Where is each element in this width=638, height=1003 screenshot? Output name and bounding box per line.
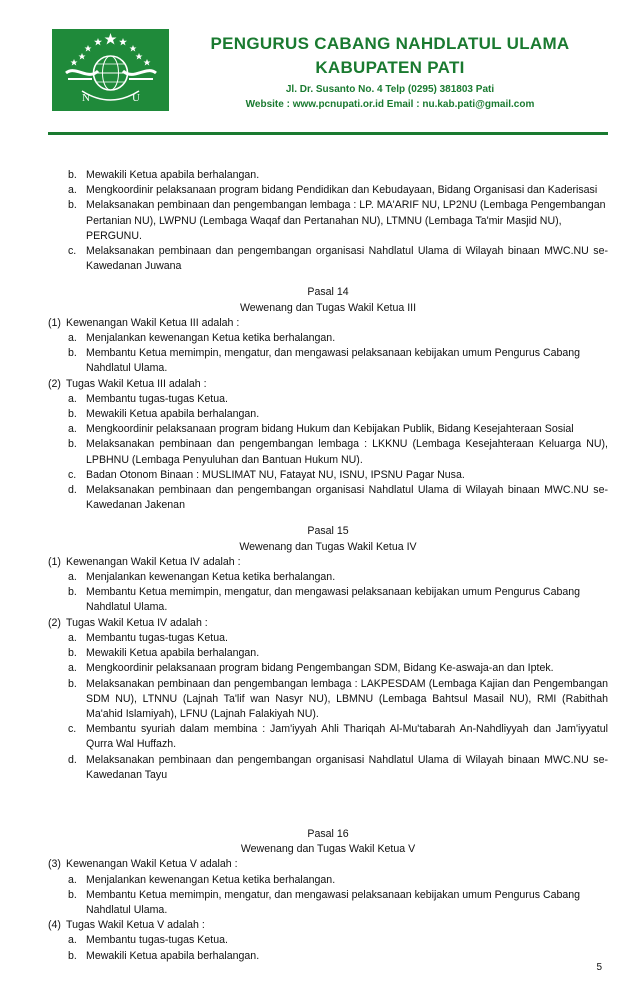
- org-address: Jl. Dr. Susanto No. 4 Telp (0295) 381803 Pati: [285, 84, 495, 95]
- section-list: [48, 631, 608, 783]
- document-body: [48, 168, 608, 964]
- list-item: b. Membantu Ketua memimpin, mengatur, dan mengawasi pelaksanaan kebijakan umum Pengurus Cabang Nahdlatul Ulama.: [68, 888, 581, 916]
- list-item: a. Mengkoordinir pelaksanaan program bidang Pengembangan SDM, Bidang Ke-aswaja-an dan Iptek.: [68, 662, 554, 675]
- list-item: d. Melaksanakan pembinaan dan pengembangan organisasi Nahdlatul Ulama di Wilayah binaan MWC.NU se-Kawedanan Tayu: [68, 753, 608, 781]
- list-item: a. Mengkoordinir pelaksanaan program bidang Hukum dan Kebijakan Publik, Bidang Kesejahteraan Sosial: [68, 423, 574, 436]
- list-item: c. Melaksanakan pembinaan dan pengembangan organisasi Nahdlatul Ulama di Wilayah binaan MWC.NU se-Kawedanan Juwana: [68, 245, 608, 273]
- section-heading: (2) Tugas Wakil Ketua III adalah :: [48, 377, 207, 390]
- org-name: PENGURUS CABANG NAHDLATUL ULAMA: [210, 34, 570, 53]
- list-item: b. Melaksanakan pembinaan dan pengembangan lembaga : LP. MA'ARIF NU, LP2NU (Lembaga Pengembangan Pertanian NU), LWPNU (Lembaga Waqaf dan Pertanahan NU), LTMNU (Lembaga Ta'mir Masjid NU), PERGUNU.: [68, 199, 606, 242]
- list-item: b. Mewakili Ketua apabila berhalangan.: [68, 647, 260, 660]
- logo-letter-u: U: [132, 92, 140, 104]
- list-item: b. Mewakili Ketua apabila berhalangan.: [68, 408, 260, 421]
- section-heading: (2) Tugas Wakil Ketua IV adalah :: [48, 616, 208, 629]
- pasal-16-subtitle: Wewenang dan Tugas Wakil Ketua V: [240, 843, 416, 856]
- list-item: a. Membantu tugas-tugas Ketua.: [68, 392, 228, 405]
- list-item: a. Menjalankan kewenangan Ketua ketika berhalangan.: [68, 571, 336, 584]
- pasal-15-title: Pasal 15: [307, 525, 349, 538]
- list-item: a. Membantu tugas-tugas Ketua.: [68, 631, 228, 644]
- section-heading: (4) Tugas Wakil Ketua V adalah :: [48, 919, 205, 932]
- list-item: a. Menjalankan kewenangan Ketua ketika berhalangan.: [68, 873, 336, 886]
- list-item: b. Mewakili Ketua apabila berhalangan.: [68, 169, 260, 181]
- list-item: d. Melaksanakan pembinaan dan pengembangan organisasi Nahdlatul Ulama di Wilayah binaan MWC.NU se-Kawedanan Jakenan: [68, 484, 608, 512]
- list-item: b. Mewakili Ketua apabila berhalangan.: [68, 949, 260, 962]
- list-item: b. Melaksanakan pembinaan dan pengembangan lembaga : LAKPESDAM (Lembaga Kajian dan Pengembangan SDM NU), LTNNU (Lajnah Ta'lif wan Nasyr NU), LBMNU (Lembaga Bahtsul Masail NU), RMI (Rabithah Ma'ahid Islamiyah), LFNU (Lajnah Falakiyah NU).: [68, 677, 608, 720]
- section-list: [48, 392, 608, 514]
- org-website-email: Website : www.pcnupati.or.id Email : nu.kab.pati@gmail.com: [245, 99, 535, 110]
- section-heading: (1) Kewenangan Wakil Ketua III adalah :: [48, 316, 240, 329]
- pasal-14-title: Pasal 14: [307, 286, 349, 299]
- page-number: 5: [596, 962, 602, 973]
- section-list: [48, 570, 608, 616]
- pasal-15-subtitle: Wewenang dan Tugas Wakil Ketua IV: [239, 540, 417, 553]
- section-heading: (3) Kewenangan Wakil Ketua V adalah :: [48, 858, 238, 871]
- top-list: [48, 168, 608, 274]
- letterhead-text: [180, 34, 600, 110]
- list-item: b. Membantu Ketua memimpin, mengatur, dan mengawasi pelaksanaan kebijakan umum Pengurus Cabang Nahdlatul Ulama.: [68, 347, 581, 375]
- section-list: [48, 933, 608, 963]
- org-region: KABUPATEN PATI: [315, 58, 465, 77]
- globe-stars-icon: [52, 29, 169, 111]
- pasal-16-title: Pasal 16: [307, 827, 349, 840]
- list-item: a. Membantu tugas-tugas Ketua.: [68, 934, 228, 947]
- list-item: c. Badan Otonom Binaan : MUSLIMAT NU, Fatayat NU, ISNU, IPSNU Pagar Nusa.: [68, 468, 465, 481]
- nu-logo: [52, 29, 169, 111]
- list-item: b. Melaksanakan pembinaan dan pengembangan lembaga : LKKNU (Lembaga Kesejahteraan Keluarga NU), LPBHNU (Lembaga Penyuluhan dan Bantuan Hukum NU).: [68, 438, 608, 466]
- list-item: b. Membantu Ketua memimpin, mengatur, dan mengawasi pelaksanaan kebijakan umum Pengurus Cabang Nahdlatul Ulama.: [68, 586, 581, 614]
- list-item: a. Mengkoordinir pelaksanaan program bidang Pendidikan dan Kebudayaan, Bidang Organisasi dan Kaderisasi: [68, 184, 598, 197]
- section-list: [48, 873, 608, 919]
- section-list: [48, 331, 608, 377]
- header-divider: [48, 132, 608, 135]
- list-item: c. Membantu syuriah dalam membina : Jam'iyyah Ahli Thariqah Al-Mu'tabarah An-Nahdliyyah dan Jam'iyyatul Qurra Wal Huffazh.: [68, 723, 608, 751]
- section-heading: (1) Kewenangan Wakil Ketua IV adalah :: [48, 555, 241, 568]
- letterhead: [0, 0, 638, 150]
- list-item: a. Menjalankan kewenangan Ketua ketika berhalangan.: [68, 332, 336, 345]
- logo-letter-n: N: [82, 92, 90, 104]
- pasal-14-subtitle: Wewenang dan Tugas Wakil Ketua III: [239, 301, 417, 314]
